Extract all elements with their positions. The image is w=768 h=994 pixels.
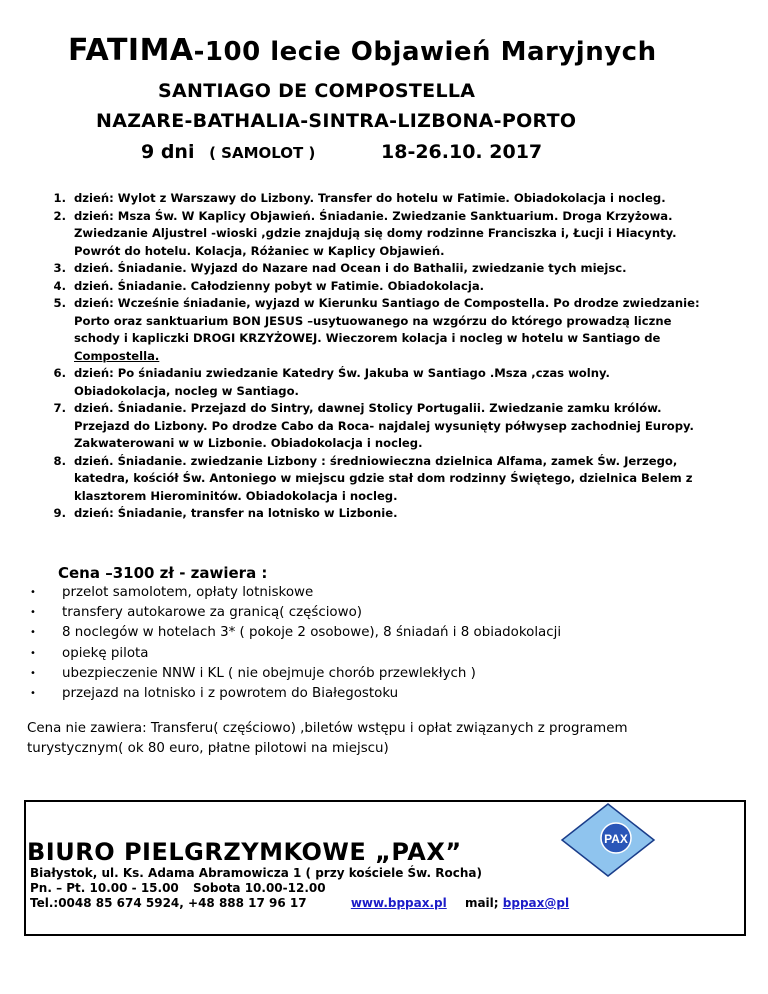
- logo-text: PAX: [604, 832, 628, 846]
- trip-info: [141, 141, 543, 163]
- email-link[interactable]: bppax@pl: [502, 896, 570, 910]
- itinerary-day-1: 1. dzień: Wylot z Warszawy do Lizbony. Transfer do hotelu w Fatimie. Obiadokolacja i nocleg.: [53, 191, 666, 205]
- list-item: • transfery autokarowe za granicą( częściowo): [30, 603, 561, 623]
- itinerary-day-6: 6. dzień: Po śniadaniu zwiedzanie Katedry Św. Jakuba w Santiago .Msza ,czas wolny. Obiadokolacja, nocleg w Santiago.: [53, 366, 610, 398]
- price-excludes: Cena nie zawiera: Transferu( częściowo) ,biletów wstępu i opłat związanych z programem turystycznym( ok 80 euro, płatne pilotowi na miejscu): [27, 721, 628, 756]
- bullet-icon: •: [30, 627, 36, 639]
- itinerary-day-3: 3. dzień. Śniadanie. Wyjazd do Nazare nad Ocean i do Bathalii, zwiedzanie tych miejsc.: [53, 261, 627, 275]
- itinerary-day-7: 7. dzień. Śniadanie. Przejazd do Sintry, dawnej Stolicy Portugalii. Zwiedzanie zamku królów. Przejazd do Lizbony. Po drodze Cabo da Roca- najdalej wysunięty półwysep zachodniej Europy. Zakwaterowani w w Lizbonie. Obiadokolacja i nocleg.: [53, 401, 694, 450]
- pax-logo-icon: [558, 800, 658, 880]
- price-includes-list: [30, 583, 561, 704]
- subtitle-santiago: SANTIAGO DE COMPOSTELLA: [158, 80, 476, 102]
- itinerary-list: [20, 190, 760, 523]
- list-item: • ubezpieczenie NNW i KL ( nie obejmuje chorób przewlekłych ): [30, 664, 561, 684]
- title-rest: -100 lecie Objawień Maryjnych: [193, 37, 657, 67]
- itinerary-day-9: 9. dzień: Śniadanie, transfer na lotnisko w Lizbonie.: [53, 506, 398, 520]
- bullet-icon: •: [30, 647, 36, 659]
- list-item: • 8 noclegów w hotelach 3* ( pokoje 2 osobowe), 8 śniadań i 8 obiadokolacji: [30, 623, 561, 643]
- itinerary-day-8: 8. dzień. Śniadanie. zwiedzanie Lizbony : średniowieczna dzielnica Alfama, zamek Św. Jerzego, katedra, kościół Św. Antoniego w miejscu gdzie stał dom rodzinny Świętego, dzielnica Belem z klasztorem Hierominitów. Obiadokolacja i nocleg.: [53, 453, 693, 503]
- website-link[interactable]: www.bppax.pl: [350, 896, 447, 910]
- bullet-icon: •: [30, 688, 36, 700]
- title: [68, 33, 657, 68]
- trip-transport: ( SAMOLOT ): [209, 144, 316, 162]
- agency-phones: Tel.:0048 85 674 5924, +48 888 17 96 17: [30, 896, 307, 910]
- agency-address: Białystok, ul. Ks. Adama Abramowicza 1 ( przy kościele Św. Rocha): [30, 866, 482, 880]
- price-heading: Cena –3100 zł - zawiera :: [58, 564, 268, 582]
- itinerary-day-5: 5. dzień: Wcześnie śniadanie, wyjazd w Kierunku Santiago de Compostella. Po drodze zwiedzanie: Porto oraz sanktuarium BON JESUS –usytuowanego na wzgórzu do którego prowadzą liczne schody i kapliczki DROGI KRZYŻOWEJ. Wieczorem kolacja i nocleg w hotelu w Santiago de Compostella.: [53, 296, 700, 363]
- agency-hours: Pn. – Pt. 10.00 - 15.00 Sobota 10.00-12.00: [30, 881, 326, 895]
- subtitle-route: NAZARE-BATHALIA-SINTRA-LIZBONA-PORTO: [96, 110, 577, 132]
- bullet-icon: •: [30, 587, 36, 598]
- list-item: • przejazd na lotnisko i z powrotem do Białegostoku: [30, 684, 561, 704]
- bullet-icon: •: [30, 607, 36, 619]
- trip-days: 9 dni: [141, 141, 195, 163]
- itinerary-day-2: 2. dzień: Msza Św. W Kaplicy Objawień. Śniadanie. Zwiedzanie Sanktuarium. Droga Krzyżowa. Zwiedzanie Aljustrel -wioski ,gdzie znajdują się domy rodzinne Franciszka i, Łucji i Hiacynty. Powrót do hotelu. Kolacja, Różaniec w Kaplicy Objawień.: [53, 208, 677, 258]
- itinerary-day-4: 4. dzień. Śniadanie. Całodzienny pobyt w Fatimie. Obiadokolacja.: [53, 278, 485, 293]
- bullet-icon: •: [30, 667, 36, 679]
- trip-dates: 18-26.10. 2017: [381, 141, 543, 163]
- list-item: • opiekę pilota: [30, 644, 561, 664]
- agency-name: BIURO PIELGRZYMKOWE „PAX”: [27, 838, 462, 866]
- title-main: FATIMA: [68, 33, 194, 68]
- agency-contact: Tel.:0048 85 674 5924, +48 888 17 96 17 www.bppax.pl mail; bppax@pl: [30, 896, 570, 910]
- list-item: • przelot samolotem, opłaty lotniskowe: [30, 583, 561, 603]
